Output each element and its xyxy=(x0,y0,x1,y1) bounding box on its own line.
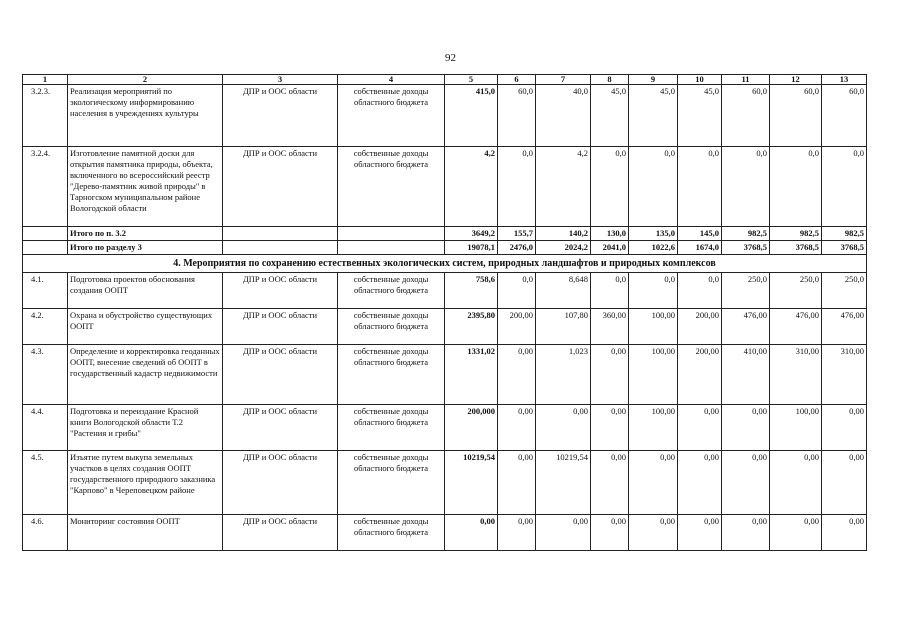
empty-cell xyxy=(338,227,445,241)
row-source: собственные доходы областного бюджета xyxy=(338,309,445,345)
total-value: 982,5 xyxy=(822,227,867,241)
total-value: 982,5 xyxy=(722,227,770,241)
column-header: 6 xyxy=(498,75,536,85)
total-value: 2476,0 xyxy=(498,241,536,255)
total-value: 145,0 xyxy=(678,227,722,241)
table-row xyxy=(23,345,867,405)
row-value: 0,00 xyxy=(498,405,536,451)
row-value: 0,00 xyxy=(629,451,678,515)
table-row xyxy=(23,309,867,345)
column-header: 4 xyxy=(338,75,445,85)
row-value: 45,0 xyxy=(629,85,678,147)
total-value: 3768,5 xyxy=(770,241,822,255)
row-value: 60,0 xyxy=(498,85,536,147)
empty-cell xyxy=(23,227,68,241)
row-value: 4,2 xyxy=(445,147,498,227)
row-value: 476,00 xyxy=(822,309,867,345)
row-value: 0,00 xyxy=(722,405,770,451)
column-header: 9 xyxy=(629,75,678,85)
section-heading-row xyxy=(23,255,867,273)
row-value: 0,0 xyxy=(722,147,770,227)
row-value: 0,0 xyxy=(678,273,722,309)
row-value: 0,0 xyxy=(591,147,629,227)
row-value: 250,0 xyxy=(770,273,822,309)
column-header: 5 xyxy=(445,75,498,85)
row-value: 476,00 xyxy=(722,309,770,345)
total-label: Итого по п. 3.2 xyxy=(68,227,223,241)
total-row xyxy=(23,227,867,241)
row-value: 310,00 xyxy=(770,345,822,405)
total-value: 140,2 xyxy=(536,227,591,241)
row-value: 0,00 xyxy=(822,451,867,515)
row-value: 100,00 xyxy=(629,309,678,345)
table-row xyxy=(23,405,867,451)
row-name: Изъятие путем выкупа земельных участков в целях создания ООПТ государственного природного заказника "Карпово" в Череповецком районе xyxy=(68,451,223,515)
column-header: 10 xyxy=(678,75,722,85)
row-value: 0,0 xyxy=(770,147,822,227)
row-executor: ДПР и ООС области xyxy=(223,451,338,515)
row-name: Подготовка и переиздание Красной книги Вологодской области Т.2 "Растения и грибы" xyxy=(68,405,223,451)
empty-cell xyxy=(338,241,445,255)
column-header: 13 xyxy=(822,75,867,85)
row-executor: ДПР и ООС области xyxy=(223,85,338,147)
table-row xyxy=(23,515,867,551)
row-value: 0,00 xyxy=(822,405,867,451)
row-value: 0,00 xyxy=(770,515,822,551)
row-value: 8,648 xyxy=(536,273,591,309)
column-header: 3 xyxy=(223,75,338,85)
row-value: 0,00 xyxy=(591,515,629,551)
row-code: 4.1. xyxy=(23,273,68,309)
row-value: 0,00 xyxy=(536,405,591,451)
table-row xyxy=(23,451,867,515)
row-value: 410,00 xyxy=(722,345,770,405)
total-value: 3768,5 xyxy=(722,241,770,255)
row-value: 250,0 xyxy=(722,273,770,309)
row-value: 0,00 xyxy=(678,451,722,515)
empty-cell xyxy=(223,227,338,241)
row-executor: ДПР и ООС области xyxy=(223,309,338,345)
total-value: 2041,0 xyxy=(591,241,629,255)
column-header: 2 xyxy=(68,75,223,85)
row-value: 100,00 xyxy=(629,345,678,405)
empty-cell xyxy=(23,241,68,255)
row-value: 2395,80 xyxy=(445,309,498,345)
table-row xyxy=(23,273,867,309)
row-value: 415,0 xyxy=(445,85,498,147)
row-value: 100,00 xyxy=(629,405,678,451)
row-value: 0,00 xyxy=(591,405,629,451)
row-value: 40,0 xyxy=(536,85,591,147)
row-value: 0,0 xyxy=(678,147,722,227)
row-value: 0,00 xyxy=(722,515,770,551)
row-source: собственные доходы областного бюджета xyxy=(338,273,445,309)
row-value: 310,00 xyxy=(822,345,867,405)
row-source: собственные доходы областного бюджета xyxy=(338,451,445,515)
column-header: 12 xyxy=(770,75,822,85)
column-header: 11 xyxy=(722,75,770,85)
total-value: 1022,6 xyxy=(629,241,678,255)
row-value: 0,00 xyxy=(445,515,498,551)
row-value: 0,00 xyxy=(722,451,770,515)
row-value: 0,00 xyxy=(678,405,722,451)
row-value: 250,0 xyxy=(822,273,867,309)
row-executor: ДПР и ООС области xyxy=(223,147,338,227)
row-source: собственные доходы областного бюджета xyxy=(338,405,445,451)
column-header: 7 xyxy=(536,75,591,85)
row-value: 107,80 xyxy=(536,309,591,345)
row-value: 360,00 xyxy=(591,309,629,345)
row-name: Изготовление памятной доски для открытия памятника природы, объекта, включенного во всероссийский реестр "Дерево-памятник живой природы" в Тарногском муниципальном районе Вологодской области xyxy=(68,147,223,227)
row-value: 200,00 xyxy=(498,309,536,345)
row-value: 0,00 xyxy=(770,451,822,515)
empty-cell xyxy=(223,241,338,255)
total-value: 3649,2 xyxy=(445,227,498,241)
row-source: собственные доходы областного бюджета xyxy=(338,345,445,405)
row-value: 0,00 xyxy=(822,515,867,551)
row-code: 4.5. xyxy=(23,451,68,515)
row-executor: ДПР и ООС области xyxy=(223,405,338,451)
row-value: 0,00 xyxy=(591,345,629,405)
row-code: 4.6. xyxy=(23,515,68,551)
row-value: 10219,54 xyxy=(445,451,498,515)
row-value: 60,0 xyxy=(770,85,822,147)
total-label: Итого по разделу 3 xyxy=(68,241,223,255)
row-name: Мониторинг состояния ООПТ xyxy=(68,515,223,551)
row-executor: ДПР и ООС области xyxy=(223,515,338,551)
row-code: 3.2.3. xyxy=(23,85,68,147)
total-value: 130,0 xyxy=(591,227,629,241)
row-value: 476,00 xyxy=(770,309,822,345)
column-header: 1 xyxy=(23,75,68,85)
row-source: собственные доходы областного бюджета xyxy=(338,147,445,227)
row-value: 0,0 xyxy=(591,273,629,309)
row-value: 45,0 xyxy=(591,85,629,147)
row-name: Охрана и обустройство существующих ООПТ xyxy=(68,309,223,345)
row-code: 3.2.4. xyxy=(23,147,68,227)
row-code: 4.3. xyxy=(23,345,68,405)
row-value: 0,0 xyxy=(629,147,678,227)
row-value: 0,0 xyxy=(822,147,867,227)
page-number: 92 xyxy=(445,52,456,64)
row-source: собственные доходы областного бюджета xyxy=(338,515,445,551)
row-value: 0,00 xyxy=(498,451,536,515)
row-value: 200,000 xyxy=(445,405,498,451)
row-value: 100,00 xyxy=(770,405,822,451)
total-value: 135,0 xyxy=(629,227,678,241)
row-value: 0,00 xyxy=(536,515,591,551)
row-executor: ДПР и ООС области xyxy=(223,273,338,309)
row-name: Реализация мероприятий по экологическому информированию населения в учреждениях культуры xyxy=(68,85,223,147)
row-value: 60,0 xyxy=(722,85,770,147)
table-row xyxy=(23,147,867,227)
row-value: 1331,02 xyxy=(445,345,498,405)
total-value: 3768,5 xyxy=(822,241,867,255)
total-value: 982,5 xyxy=(770,227,822,241)
table-row xyxy=(23,85,867,147)
row-code: 4.2. xyxy=(23,309,68,345)
budget-table xyxy=(22,74,867,551)
row-executor: ДПР и ООС области xyxy=(223,345,338,405)
row-value: 0,00 xyxy=(678,515,722,551)
section-title: 4. Мероприятия по сохранению естественных экологических систем, природных ландшафтов и природных комплексов xyxy=(23,255,867,273)
row-value: 758,6 xyxy=(445,273,498,309)
row-value: 4,2 xyxy=(536,147,591,227)
column-header: 8 xyxy=(591,75,629,85)
row-code: 4.4. xyxy=(23,405,68,451)
row-value: 10219,54 xyxy=(536,451,591,515)
row-name: Определение и корректировка геоданных ООПТ, внесение сведений об ООПТ в государственный кадастр недвижимости xyxy=(68,345,223,405)
total-value: 2024,2 xyxy=(536,241,591,255)
row-value: 0,0 xyxy=(629,273,678,309)
row-value: 1,023 xyxy=(536,345,591,405)
row-value: 60,0 xyxy=(822,85,867,147)
row-value: 0,0 xyxy=(498,147,536,227)
row-value: 0,00 xyxy=(498,345,536,405)
row-value: 0,00 xyxy=(591,451,629,515)
total-value: 155,7 xyxy=(498,227,536,241)
row-value: 0,00 xyxy=(498,515,536,551)
total-value: 19078,1 xyxy=(445,241,498,255)
row-value: 200,00 xyxy=(678,309,722,345)
total-row xyxy=(23,241,867,255)
total-value: 1674,0 xyxy=(678,241,722,255)
row-value: 0,0 xyxy=(498,273,536,309)
row-source: собственные доходы областного бюджета xyxy=(338,85,445,147)
column-header-row xyxy=(23,75,867,85)
row-value: 45,0 xyxy=(678,85,722,147)
row-name: Подготовка проектов обоснования создания ООПТ xyxy=(68,273,223,309)
row-value: 200,00 xyxy=(678,345,722,405)
row-value: 0,00 xyxy=(629,515,678,551)
